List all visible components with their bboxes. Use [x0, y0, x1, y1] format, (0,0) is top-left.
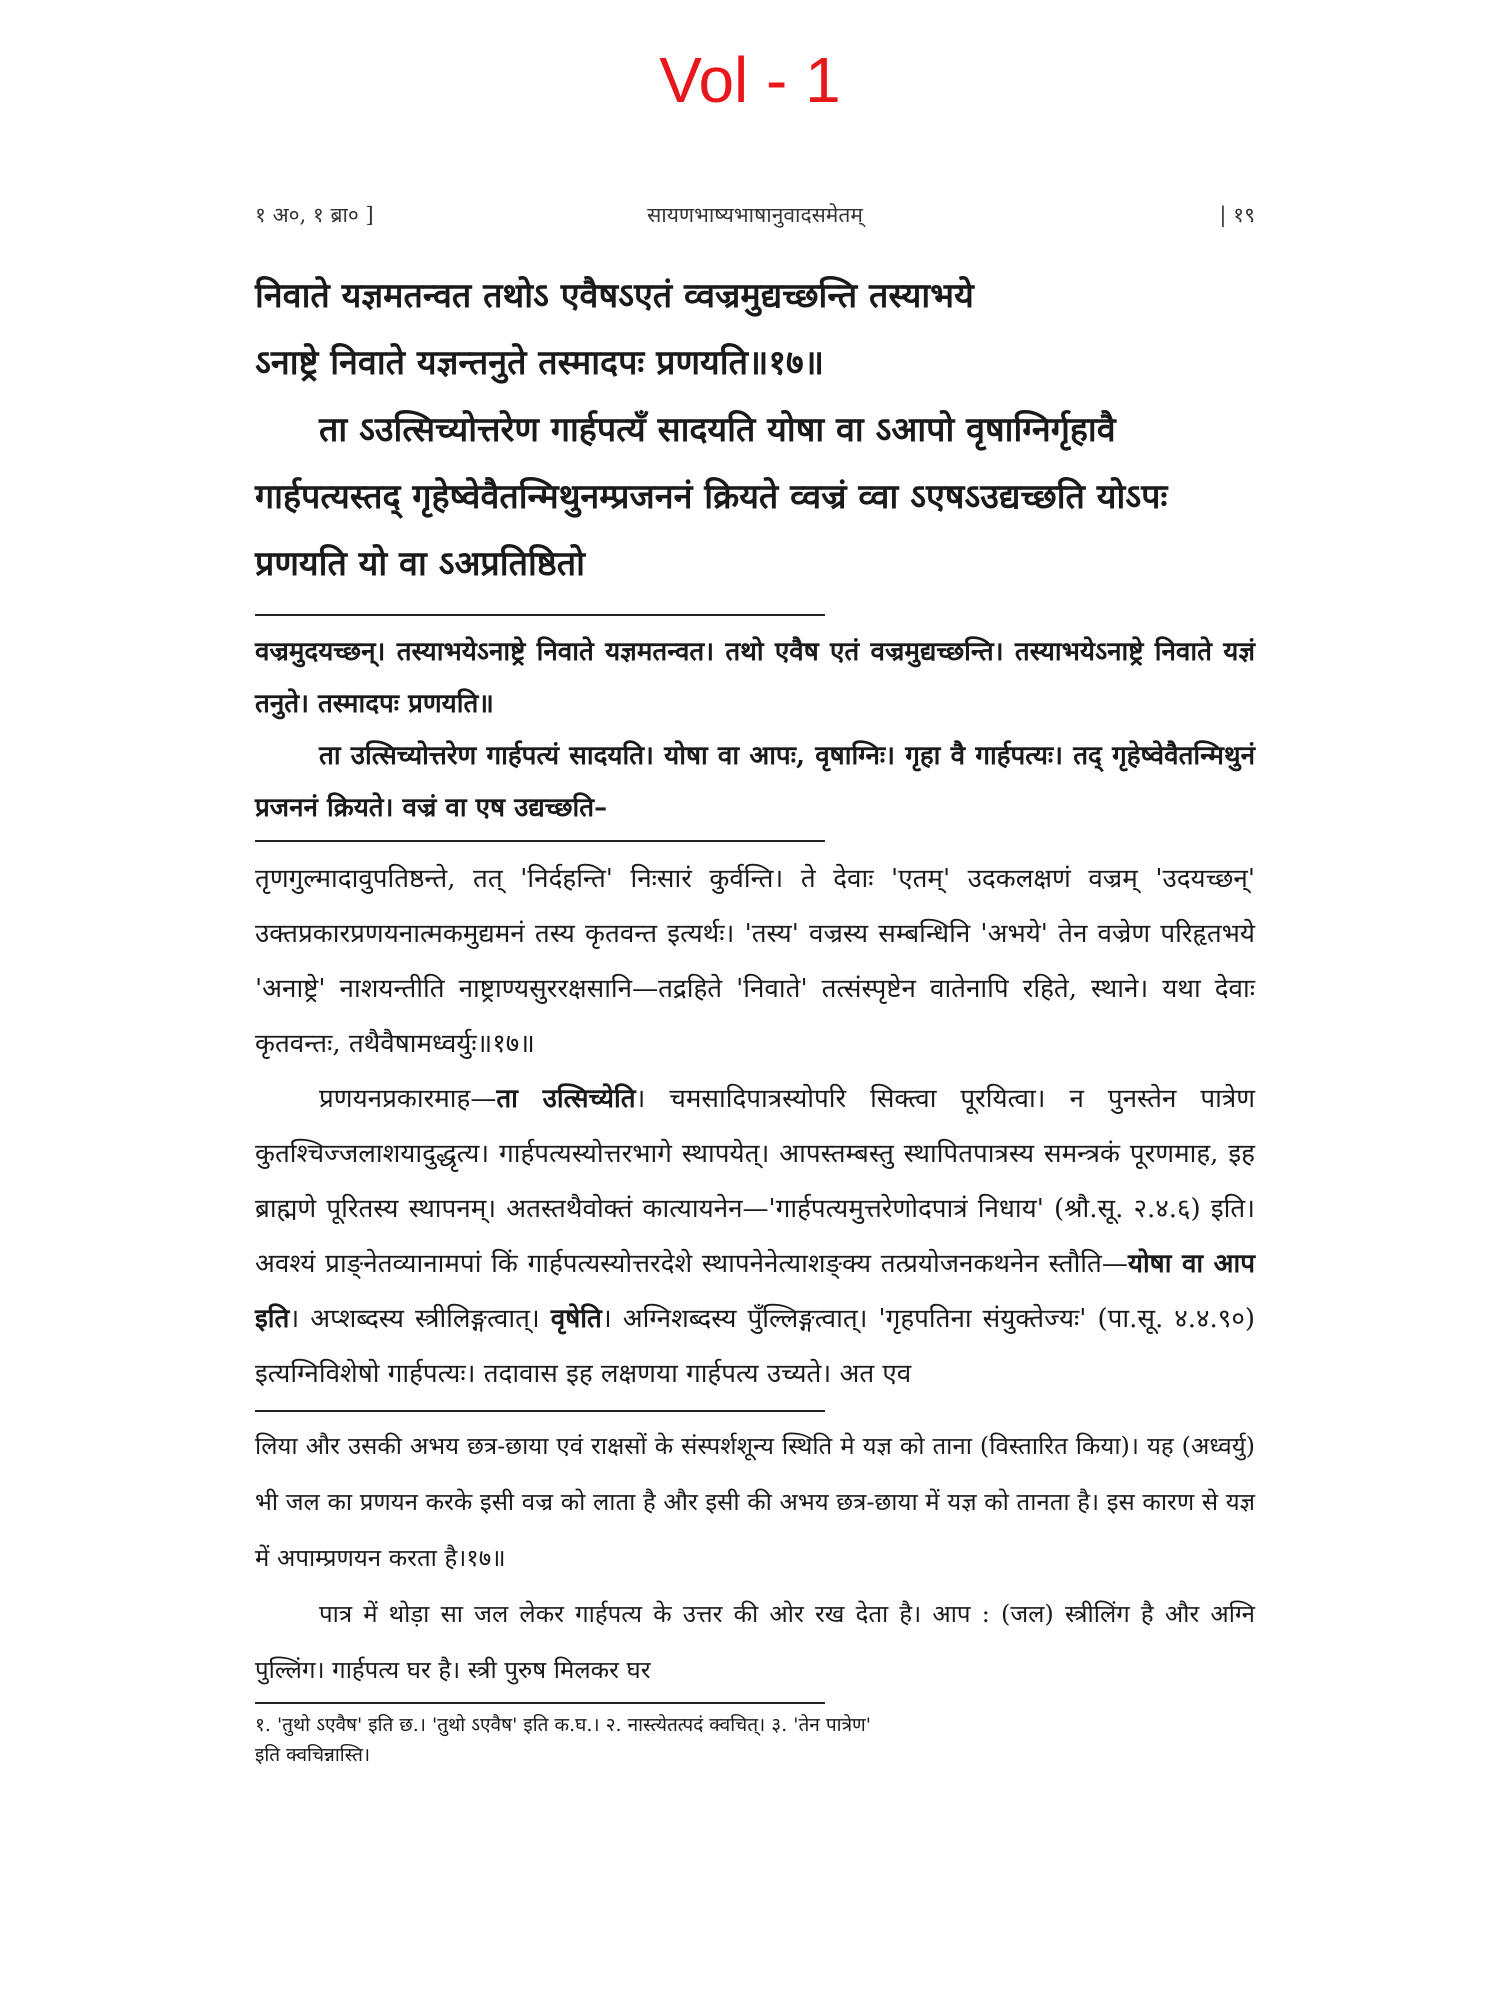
header-chapter-ref: १ अ०, १ ब्रा० ]: [255, 203, 374, 227]
commentary-quote: वृषेति: [550, 1304, 602, 1334]
pada-text: [255, 626, 1255, 834]
running-header: [255, 195, 1255, 235]
mantra-line: ऽनाष्ट्रे निवाते यज्ञन्तनुते तस्मादपः प्रणयति॥१७॥: [255, 343, 825, 383]
commentary-run: प्रणयनप्रकारमाह—: [319, 1084, 497, 1114]
commentary-quote: ता उत्सिच्येति: [496, 1084, 636, 1114]
commentary-run: । अप्शब्दस्य स्त्रीलिङ्गत्वात्।: [289, 1304, 551, 1334]
commentary-quote: योषा वा आप इति: [255, 1249, 1255, 1334]
pada-paragraph: वज्रमुदयच्छन्। तस्याभयेऽनाष्ट्रे निवाते यज्ञमतन्वत। तथो एवैष एतं वज्रमुद्यच्छन्ति। तस्याभयेऽनाष्ट्रे निवाते यज्ञं तनुते। तस्मादपः प्रणयति॥: [255, 637, 1255, 719]
commentary-run: । चमसादिपात्रस्योपरि सिक्त्वा पूरयित्वा। न पुनस्तेन पात्रेण कुतश्चिज्जलाशयादुद्धृत्य। गार्हपत्यस्योत्तरभागे स्थापयेत्। आपस्तम्बस्तु स्थापितपात्रस्य समन्त्रकं पूरणमाह, इह ब्राह्मणे पूरितस्य स्थापनम्। अतस्तथैवोक्तं कात्यायनेन—'गार्हपत्यमुत्तरेणोदपात्रं निधाय' (श्रौ.सू. २.४.६) इति। अवश्यं प्राङ्नेतव्यानामपां किं गार्हपत्यस्योत्तरदेशे स्थापनेनेत्याशङ्क्य तत्प्रयोजनकथनेन स्तौति—: [255, 1084, 1256, 1279]
header-title: सायणभाष्यभाषानुवादसमेतम्: [647, 203, 863, 227]
footnote-line: इति क्वचिन्नास्ति।: [255, 1744, 371, 1766]
commentary-text: [255, 852, 1255, 1402]
commentary-run: । अग्निशब्दस्य पुँल्लिङ्गत्वात्। 'गृहपतिना संयुक्तेज्यः' (पा.सू. ४.४.९०) इत्यग्निविशेषो गार्हपत्यः। तदावास इह लक्षणया गार्हपत्य उच्यते। अत एव: [255, 1304, 1255, 1389]
volume-banner: Vol - 1: [659, 44, 841, 116]
divider: [255, 1410, 825, 1412]
footnotes: [255, 1710, 1255, 1770]
book-page: [255, 195, 1255, 1770]
divider: [255, 840, 825, 842]
mantra-line: निवाते यज्ञमतन्वत तथोऽ एवैषऽएतं व्वज्रमुद्यच्छन्ति तस्याभये: [255, 276, 974, 316]
hindi-translation: [255, 1418, 1255, 1698]
translation-paragraph: पात्र में थोड़ा सा जल लेकर गार्हपत्य के उत्तर की ओर रख देता है। आप : (जल) स्त्रीलिंग है और अग्नि पुल्लिंग। गार्हपत्य घर है। स्त्री पुरुष मिलकर घर: [255, 1600, 1255, 1684]
divider: [255, 1702, 825, 1704]
header-page-number: | १९: [1219, 203, 1255, 227]
divider: [255, 614, 825, 616]
translation-paragraph: लिया और उसकी अभय छत्र-छाया एवं राक्षसों के संस्पर्शशून्य स्थिति मे यज्ञ को ताना (विस्तारित किया)। यह (अध्वर्यु) भी जल का प्रणयन करके इसी वज्र को लाता है और इसी की अभय छत्र-छाया में यज्ञ को तानता है। इस कारण से यज्ञ में अपाम्प्रणयन करता है।१७॥: [255, 1432, 1255, 1572]
footnote-line: १. 'तुथो ऽएवैष' इति छ.। 'तुथो ऽएवैष' इति क.घ.। २. नास्त्येतत्पदं क्वचित्। ३. 'तेन पात्रेण': [255, 1714, 872, 1736]
commentary-paragraph: [255, 1072, 1255, 1402]
mantra-paragraph: ता ऽउत्सिच्योत्तरेण गार्हपत्यँ सादयति योषा वा ऽआपो वृषाग्निर्गृहावै गार्हपत्यस्तद् गृहेष्वेवैतन्मिथुनम्प्रजननं क्रियते व्वज्रं व्वा ऽएषऽउद्यच्छति योऽपः प्रणयति यो वा ऽअप्रतिष्ठितो: [255, 410, 1168, 584]
pada-paragraph: ता उत्सिच्योत्तरेण गार्हपत्यं सादयति। योषा वा आपः, वृषाग्निः। गृहा वै गार्हपत्यः। तद् गृहेष्वेवैतन्मिथुनं प्रजननं क्रियते। वज्रं वा एष उद्यच्छति–: [255, 741, 1255, 823]
commentary-paragraph: तृणगुल्मादावुपतिष्ठन्ते, तत् 'निर्दहन्ति' निःसारं कुर्वन्ति। ते देवाः 'एतम्' उदकलक्षणं वज्रम् 'उदयच्छन्' उक्तप्रकारप्रणयनात्मकमुद्यमनं तस्य कृतवन्त इत्यर्थः। 'तस्य' वज्रस्य सम्बन्धिनि 'अभये' तेन वज्रेण परिहृतभये 'अनाष्ट्रे' नाशयन्तीति नाष्ट्राण्यसुररक्षसानि—तद्रहिते 'निवाते' तत्संस्पृष्टेन वातेनापि रहिते, स्थाने। यथा देवाः कृतवन्तः, तथैवैषामध्वर्युः॥१७॥: [255, 864, 1255, 1059]
mantra-text: [255, 263, 1255, 598]
